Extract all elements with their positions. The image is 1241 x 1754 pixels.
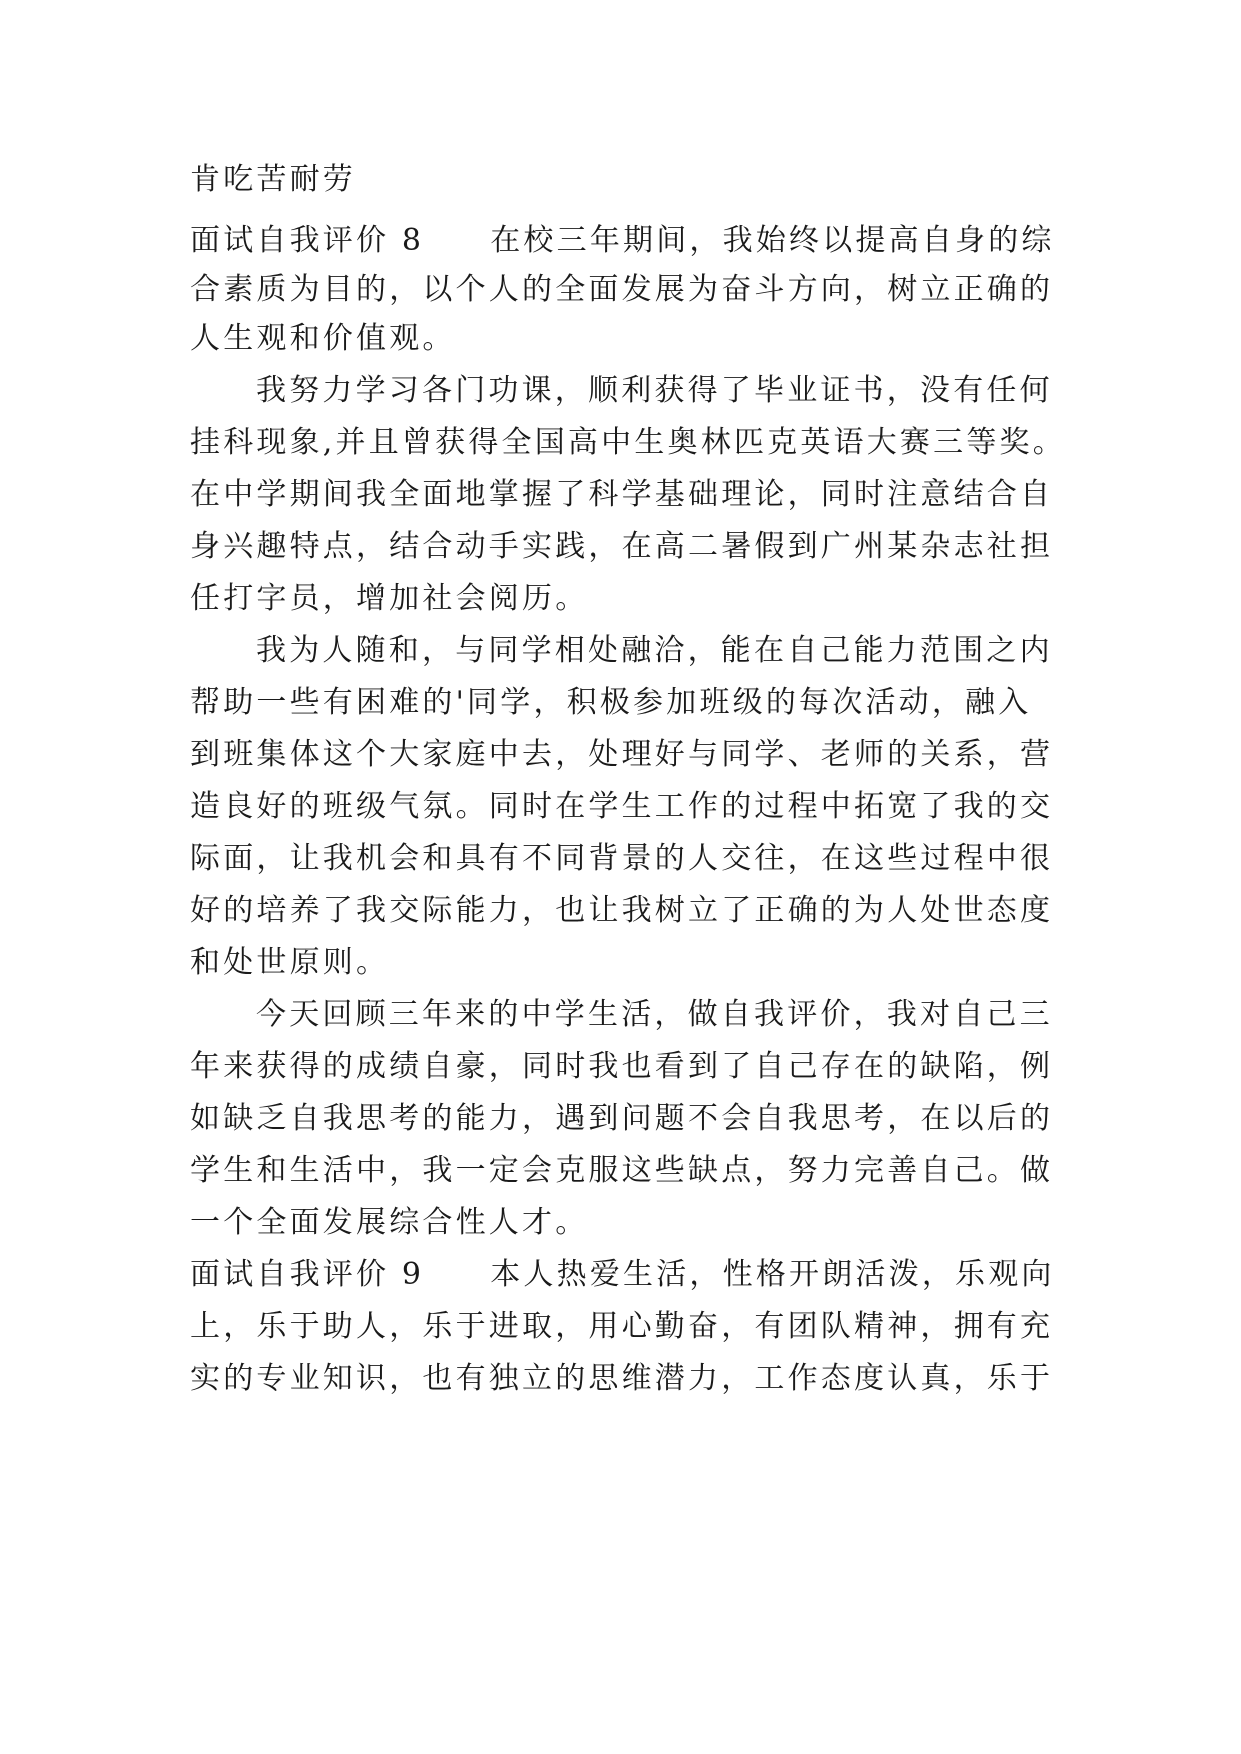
- text-line: 人生观和价值观。: [190, 321, 456, 356]
- paragraph-first-line: 我努力学习各门功课，顺利获得了毕业证书，没有任何: [256, 373, 1053, 408]
- text-line: 任打字员，增加社会阅历。: [190, 581, 589, 616]
- text-line: 和处世原则。: [190, 945, 390, 980]
- text-line: 实的专业知识，也有独立的思维潜力，工作态度认真，乐于: [190, 1361, 1054, 1396]
- text-line: 际面，让我机会和具有不同背景的人交往，在这些过程中很: [190, 841, 1054, 876]
- text-fragment: 本人热爱生活，性格开朗活泼，乐观向: [490, 1257, 1055, 1292]
- text-line: 身兴趣特点，结合动手实践，在高二暑假到广州某杂志社担: [190, 529, 1054, 564]
- section-heading: 面试自我评价 8: [190, 223, 425, 258]
- section-heading-line: [190, 1255, 1070, 1295]
- text-line: 上，乐于助人，乐于进取，用心勤奋，有团队精神，拥有充: [190, 1309, 1054, 1344]
- text-line: 在中学期间我全面地掌握了科学基础理论，同时注意结合自: [190, 477, 1054, 512]
- section-heading-line: [190, 221, 1070, 261]
- paragraph-first-line: 我为人随和，与同学相处融洽，能在自己能力范围之内: [256, 633, 1053, 668]
- text-line: 好的培养了我交际能力，也让我树立了正确的为人处世态度: [190, 893, 1054, 928]
- text-line: 年来获得的成绩自豪，同时我也看到了自己存在的缺陷，例: [190, 1049, 1054, 1084]
- text-line: 如缺乏自我思考的能力，遇到问题不会自我思考，在以后的: [190, 1101, 1054, 1136]
- section-heading: 面试自我评价 9: [190, 1257, 425, 1292]
- text-line: 合素质为目的，以个人的全面发展为奋斗方向，树立正确的: [190, 272, 1054, 307]
- text-line: 学生和生活中，我一定会克服这些缺点，努力完善自己。做: [190, 1153, 1054, 1188]
- text-line: 到班集体这个大家庭中去，处理好与同学、老师的关系，营: [190, 737, 1054, 772]
- paragraph-first-line: 今天回顾三年来的中学生活，做自我评价，我对自己三: [256, 997, 1053, 1032]
- text-line: 帮助一些有困难的'同学，积极参加班级的每次活动，融入: [190, 685, 1032, 720]
- text-fragment: 在校三年期间，我始终以提高自身的综: [490, 223, 1055, 258]
- text-line: 一个全面发展综合性人才。: [190, 1205, 589, 1240]
- text-line: 造良好的班级气氛。同时在学生工作的过程中拓宽了我的交: [190, 789, 1054, 824]
- text-line: 挂科现象,并且曾获得全国高中生奥林匹克英语大赛三等奖。: [190, 425, 1066, 460]
- text-line: 肯吃苦耐劳: [190, 162, 356, 197]
